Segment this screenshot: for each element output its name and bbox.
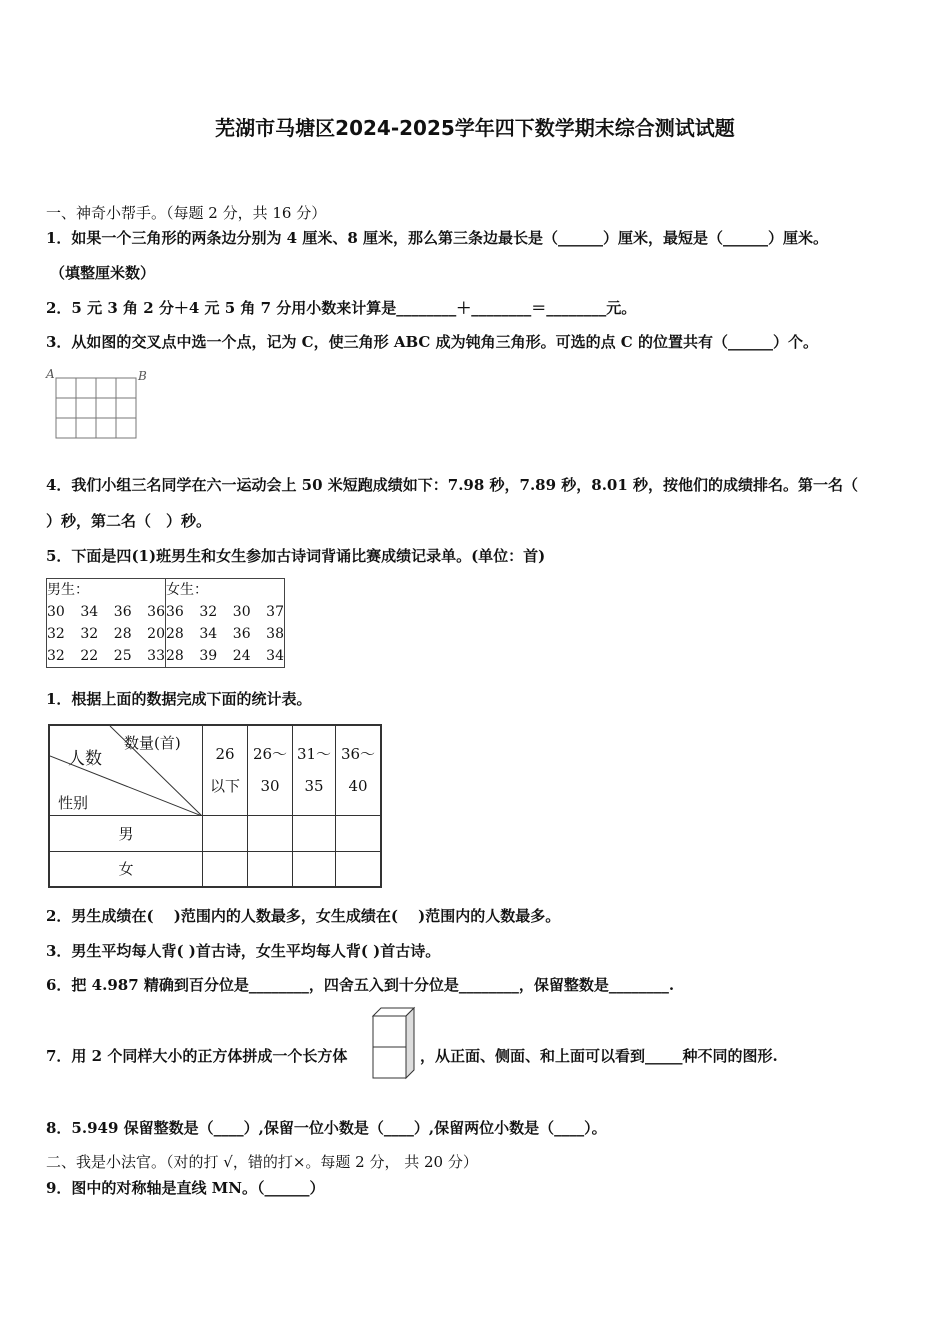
row-label-boys: 男	[49, 815, 203, 851]
grid-figure	[44, 364, 154, 444]
question-7-part2: ，从正面、侧面、和上面可以看到_____种不同的图形.	[420, 1047, 778, 1065]
question-4-line2: ）秒，第二名（ ）秒。	[46, 512, 212, 530]
diagonal-header-cell	[49, 725, 203, 815]
question-5-2: 2．男生成绩在( )范围内的人数最多，女生成绩在( )范围内的人数最多。	[46, 907, 561, 925]
question-9: 9．图中的对称轴是直线 MN。（______）	[46, 1179, 325, 1197]
question-8: 8．5.949 保留整数是（____）,保留一位小数是（____）,保留两位小数是（____）。	[46, 1119, 607, 1137]
header-people: 人数	[68, 749, 102, 769]
question-4-line1: 4．我们小组三名同学在六一运动会上 50 米短跑成绩如下：7.98 秒，7.89 秒，8.01 秒，按他们的成绩排名。第一名（	[46, 476, 859, 494]
col-header: 36～ 40	[336, 725, 382, 815]
question-5: 5．下面是四(1)班男生和女生参加古诗词背诵比赛成绩记录单。(单位：首)	[46, 547, 546, 565]
point-b-label: B	[138, 369, 147, 383]
page-title: 芜湖市马塘区2024-2025学年四下数学期末综合测试试题	[215, 116, 735, 140]
score-row: 36 32 30 37	[166, 604, 284, 620]
girls-scores	[166, 579, 285, 668]
score-row: 32 22 25 33	[47, 648, 165, 664]
section-2-heading: 二、我是小法官。（对的打 √，错的打×。每题 2 分， 共 20 分）	[46, 1153, 478, 1171]
col-header: 31～ 35	[293, 725, 336, 815]
score-row: 32 32 28 20	[47, 626, 165, 642]
point-a-label: A	[46, 367, 55, 381]
score-record-table	[46, 578, 285, 668]
question-1: 1．如果一个三角形的两条边分别为 4 厘米、8 厘米，那么第三条边最长是（______）厘米，最短是（______）厘米。	[46, 229, 828, 247]
col-header: 26 以下	[203, 725, 248, 815]
boys-scores	[47, 579, 166, 668]
question-3: 3．从如图的交叉点中选一个点，记为 C，使三角形 ABC 成为钝角三角形。可选的点 C 的位置共有（______）个。	[46, 333, 818, 351]
question-5-1: 1．根据上面的数据完成下面的统计表。	[46, 690, 312, 708]
score-row: 30 34 36 36	[47, 604, 165, 620]
header-gender: 性别	[58, 794, 89, 812]
question-1-note: （填整厘米数）	[50, 264, 156, 282]
section-1-heading: 一、神奇小帮手。（每题 2 分，共 16 分）	[46, 204, 327, 222]
col-header: 26～ 30	[248, 725, 293, 815]
girls-label: 女生：	[166, 582, 208, 598]
question-5-3: 3．男生平均每人背( )首古诗，女生平均每人背( )首古诗。	[46, 942, 441, 960]
table-row	[49, 815, 381, 851]
cuboid-figure	[370, 1006, 418, 1080]
question-7-part1: 7．用 2 个同样大小的正方体拼成一个长方体	[46, 1047, 348, 1065]
boys-label: 男生：	[47, 582, 89, 598]
score-row: 28 39 24 34	[166, 648, 284, 664]
table-row	[49, 851, 381, 887]
question-2: 2．5 元 3 角 2 分＋4 元 5 角 7 分用小数来计算是________＋________＝________元。	[46, 299, 637, 317]
row-label-girls: 女	[49, 851, 203, 887]
question-6: 6．把 4.987 精确到百分位是________，四舍五入到十分位是________，保留整数是________.	[46, 976, 675, 994]
statistics-table	[48, 724, 382, 888]
score-row: 28 34 36 38	[166, 626, 284, 642]
header-quantity: 数量(首)	[124, 734, 181, 752]
